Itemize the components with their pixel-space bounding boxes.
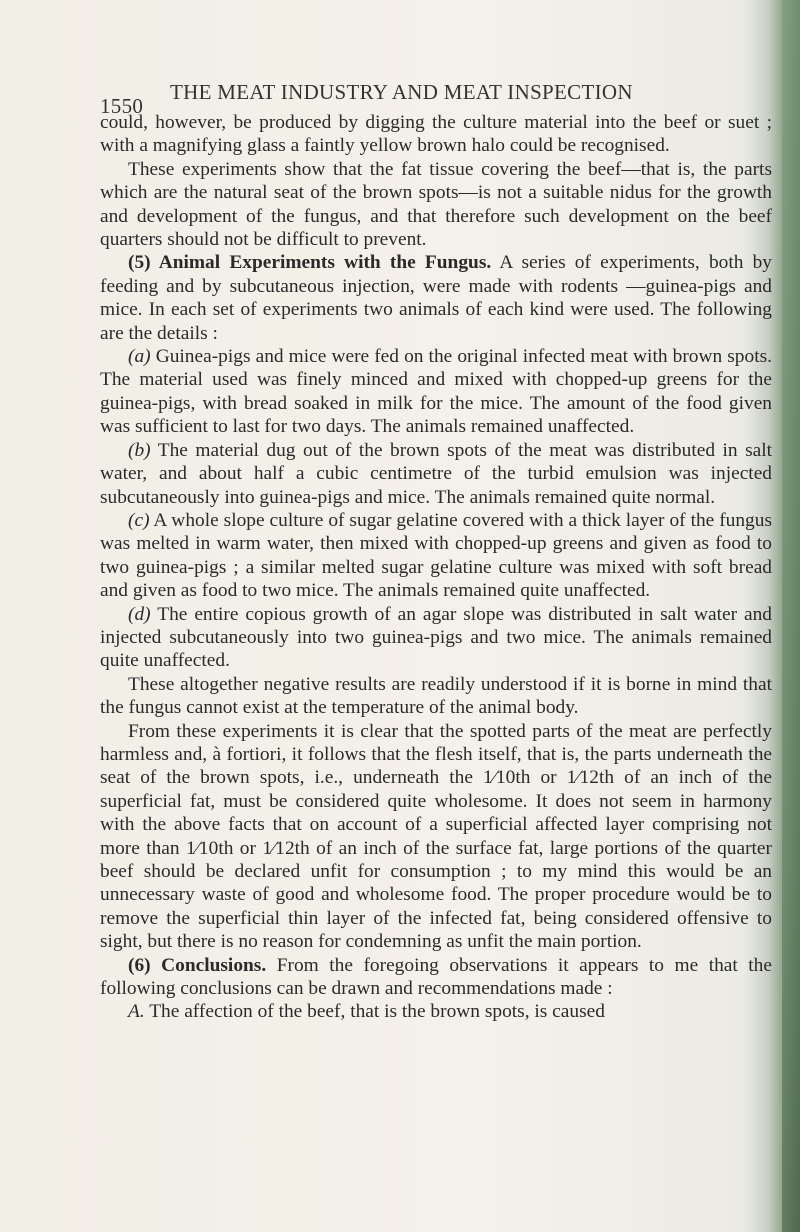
paragraph-text: A whole slope culture of sugar gelatine covered with a thick layer of the fungus was melted in warm water, then mixed with chopped-up greens and given as food to two guinea-pigs ; a similar melted sugar gelatine culture was mixed with soft bread and given as food to two mice. The animals remained quite unaffected. [100,509,772,602]
paragraph-animal-experiments [100,251,772,345]
running-title: THE MEAT INDUSTRY AND MEAT INSPECTION [170,80,633,104]
item-marker-b: (b) [128,439,151,461]
section-heading-conclusions: (6) Conclusions. [128,954,267,976]
paragraph-item-c [100,509,772,603]
paragraph-text: A series of experiments, both by feeding and by subcutaneous injection, were made with rodents —guinea-pigs and mice. In each set of experiments two animals of each kind were used. The following are the details : [100,252,772,344]
paragraph-conclusions [100,954,772,1001]
section-heading-animal-experiments: (5) Animal Experiments with the Fungus. [128,252,492,274]
paragraph-experiments-summary: These experiments show that the fat tissue covering the beef—that is, the parts which are the natural seat of the brown spots—is not a suitable nidus for the growth and development of the fungus, and that therefore such development on the beef quarters should not be difficult to prevent. [100,158,772,251]
paragraph-negative-results: These altogether negative results are readily understood if it is borne in mind that the fungus cannot exist at the temperature of the animal body. [100,673,772,719]
conclusion-marker-a: A. [128,1001,145,1023]
paragraph-item-b [100,439,772,509]
paragraph-continuation: could, however, be produced by digging the culture material into the beef or suet ; with a magnifying glass a faintly yellow brown halo could be recognised. [100,112,772,157]
paragraph-item-a [100,345,772,439]
item-marker-d: (d) [128,603,151,625]
paragraph-text: The entire copious growth of an agar slope was distributed in salt water and injected subcutaneously into two guinea-pigs and two mice. The animals remained quite unaffected. [100,603,773,672]
paragraph-text: The material dug out of the brown spots of the meat was distributed in salt water, and about half a cubic centimetre of the turbid emulsion was injected subcutaneously into guinea-pigs and mice. The animals remained quite normal. [100,439,772,508]
paragraph-item-d [100,603,772,673]
page-edge-binding [782,0,800,1232]
paragraph-text: The affection of the beef, that is the brown spots, is caused [149,1001,605,1023]
paragraph-text: Guinea-pigs and mice were fed on the original infected meat with brown spots. The material used was finely minced and mixed with chopped-up greens for the guinea-pigs, with bread soaked in milk for the mice. The amount of the food given was sufficient to last for two days. The animals remained unaffected. [100,346,772,438]
item-marker-a: (a) [128,346,151,368]
paragraph-text: From the foregoing observations it appears to me that the following conclusions can be drawn and recommendations made : [100,954,772,1000]
page-number: 1550 [100,94,144,118]
paragraph-harmless-conclusion: From these experiments it is clear that the spotted parts of the meat are perfectly harmless and, à fortiori, it follows that the flesh itself, that is, the parts underneath the seat of the brown spots, i.e., underneath the 1⁄10th or 1⁄12th of an inch of the superficial fat, must be considered quite wholesome. It does not seem in harmony with the above facts that on account of a superficial affected layer comprising not more than 1⁄10th or 1⁄12th of an inch of the surface fat, large portions of the quarter beef should be declared unfit for consumption ; to my mind this would be an unnecessary waste of good and wholesome food. The proper procedure would be to remove the superficial thin layer of the infected fat, being considered offensive to sight, but there is no reason for condemning as unfit the main portion. [100,720,772,953]
body-text [100,111,772,1024]
paragraph-conclusion-a [100,1000,772,1023]
item-marker-c: (c) [128,509,150,531]
